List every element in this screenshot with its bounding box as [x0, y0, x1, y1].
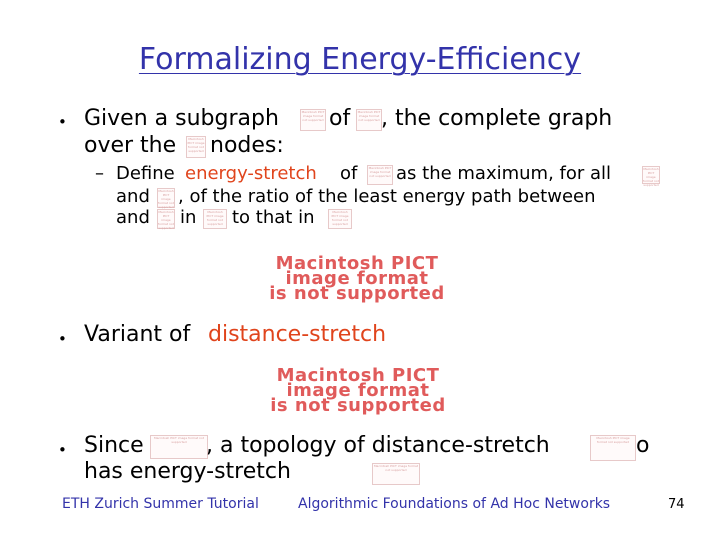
bullet-dot: • [58, 441, 67, 459]
bullet1-text-e: nodes: [210, 133, 284, 158]
formula-placeholder: Macintosh PICT image format not supported [203, 209, 227, 229]
sub-dash: – [95, 163, 104, 184]
formula-placeholder: Macintosh PICT image format not supported [150, 435, 208, 459]
sub1-in: in [180, 207, 197, 228]
formula-placeholder: Macintosh PICT image format not supported [186, 136, 206, 158]
formula-placeholder: Macintosh PICT image format not supported [367, 165, 393, 185]
formula-placeholder: Macintosh PICT image format not supported [590, 435, 636, 461]
bullet3-end: o [636, 433, 650, 458]
bullet1-text-b: of [329, 106, 351, 131]
sub1-and: and [116, 186, 150, 207]
formula-placeholder: Macintosh PICT image format not supported [300, 109, 326, 131]
pict-line: image format [286, 380, 430, 401]
footer-left: ETH Zurich Summer Tutorial [62, 496, 259, 512]
bullet2-prefix: Variant of [84, 322, 191, 347]
bullet1-text-c: , the complete graph [381, 106, 613, 131]
formula-placeholder: Macintosh PICT image format not supported [643, 167, 659, 187]
bullet3-mid: , a topology of distance-stretch [206, 433, 550, 458]
formula-placeholder: Macintosh PICT image format not supported [158, 210, 174, 230]
pict-line: Macintosh PICT [276, 365, 440, 386]
pict-line: is not supported [270, 395, 446, 416]
formula-placeholder: Macintosh PICT image format not supported [356, 109, 382, 131]
pict-line: Macintosh PICT [275, 253, 439, 274]
pict-line: image format [285, 268, 429, 289]
formula-placeholder: Macintosh PICT image format not supported [328, 209, 352, 229]
sub1-and: and [116, 207, 150, 228]
term-distance-stretch: distance-stretch [208, 322, 387, 347]
term-energy-stretch: energy-stretch [185, 163, 317, 184]
sub1-rest1: as the maximum, for all [396, 163, 612, 184]
slide-title: Formalizing Energy-Efficiency [138, 42, 582, 77]
pict-line: is not supported [269, 283, 445, 304]
sub1-of: of [340, 163, 358, 184]
page-number: 74 [668, 497, 685, 512]
bullet-dot: • [58, 330, 67, 348]
bullet3-since: Since [84, 433, 144, 458]
bullet1-text-a: Given a subgraph [84, 106, 279, 131]
formula-placeholder: Macintosh PICT image format not supported [372, 463, 420, 485]
bullet1-text-d: over the [84, 133, 177, 158]
sub1-rest2: , of the ratio of the least energy path between [178, 186, 596, 207]
footer-center: Algorithmic Foundations of Ad Hoc Networks [298, 496, 611, 512]
pict-unsupported-image [232, 253, 482, 304]
sub1-to-that-in: to that in [232, 207, 315, 228]
formula-placeholder: Macintosh PICT image format not supported [158, 189, 174, 209]
pict-unsupported-image [228, 365, 488, 416]
bullet-dot: • [58, 113, 67, 131]
bullet3-line2: has energy-stretch [84, 459, 291, 484]
sub1-define: Define [116, 163, 175, 184]
